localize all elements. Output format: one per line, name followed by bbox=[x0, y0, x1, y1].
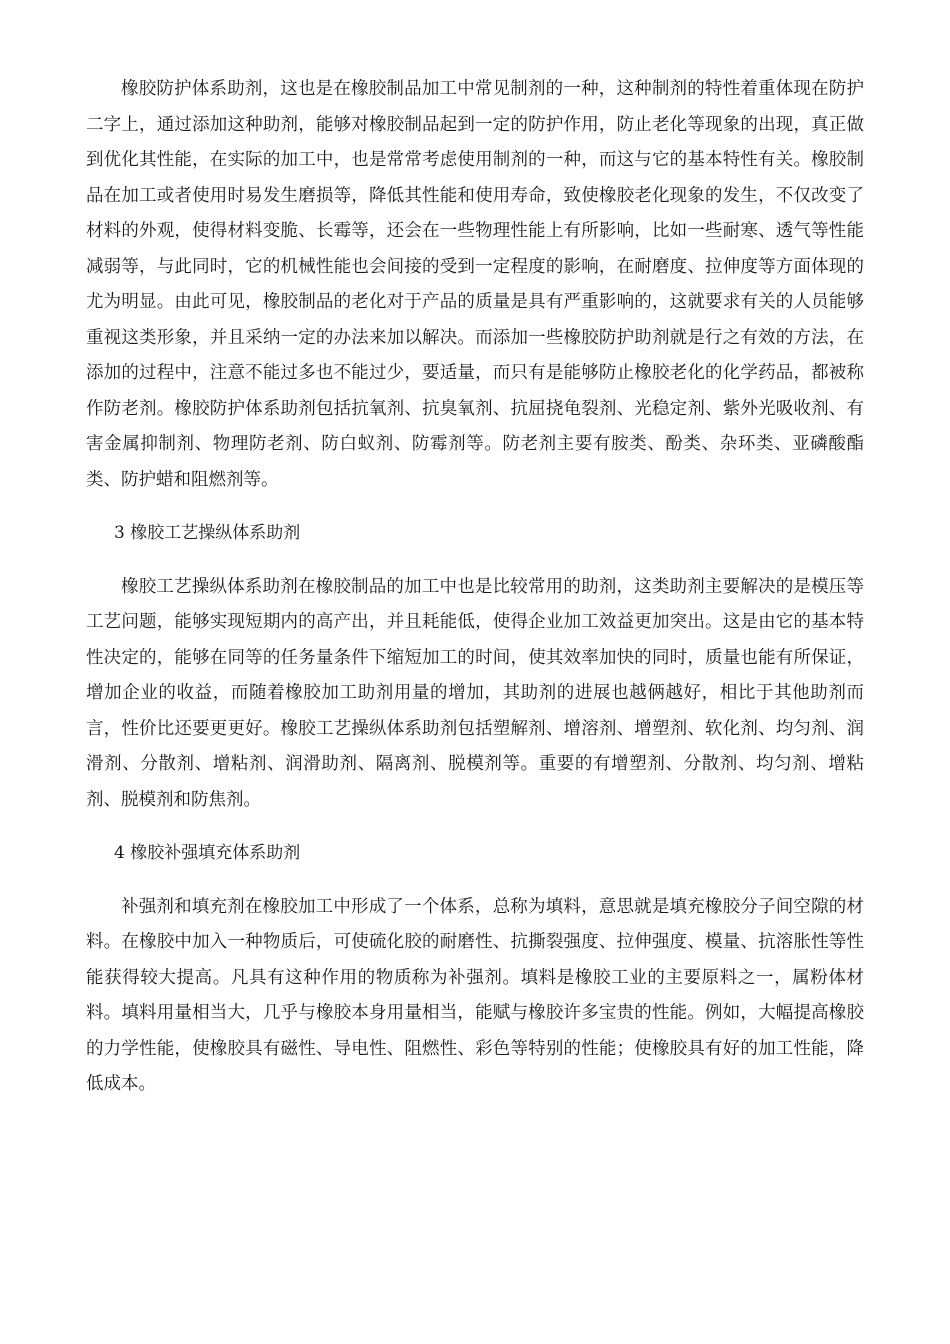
paragraph-reinforcing-fillers: 补强剂和填充剂在橡胶加工中形成了一个体系，总称为填料，意思就是填充橡胶分子间空隙的材料。在橡胶中加入一种物质后，可使硫化胶的耐磨性、抗撕裂强度、拉伸强度、模量、抗溶胀性等性能获得较大提高。凡具有这种作用的物质称为补强剂。填料是橡胶工业的主要原料之一，属粉体材料。填料用量相当大，几乎与橡胶本身用量相当，能赋与橡胶许多宝贵的性能。例如，大幅提高橡胶的力学性能，使橡胶具有磁性、导电性、阻燃性、彩色等特别的性能；使橡胶具有好的加工性能，降低成本。 bbox=[86, 896, 864, 1094]
paragraph-protective-agents: 橡胶防护体系助剂，这也是在橡胶制品加工中常见制剂的一种，这种制剂的特性着重体现在防护二字上，通过添加这种助剂，能够对橡胶制品起到一定的防护作用，防止老化等现象的出现，真正做到优化其性能，在实际的加工中，也是常常考虑使用制剂的一种，而这与它的基本特性有关。橡胶制品在加工或者使用时易发生磨损等，降低其性能和使用寿命，致使橡胶老化现象的发生，不仅改变了材料的外观，使得材料变脆、长霉等，还会在一些物理性能上有所影响，比如一些耐寒、透气等性能减弱等，与此同时，它的机械性能也会间接的受到一定程度的影响，在耐磨度、拉伸度等方面体现的尤为明显。由此可见，橡胶制品的老化对于产品的质量是具有严重影响的，这就要求有关的人员能够重视这类形象，并且采纳一定的办法来加以解决。而添加一些橡胶防护助剂就是行之有效的方法，在添加的过程中，注意不能过多也不能过少，要适量，而只有是能够防止橡胶老化的化学药品，都被称作防老剂。橡胶防护体系助剂包括抗氧剂、抗臭氧剂、抗屈挠龟裂剂、光稳定剂、紫外光吸收剂、有害金属抑制剂、物理防老剂、防白蚁剂、防霉剂等。防老剂主要有胺类、酚类、杂环类、亚磷酸酯类、防护蜡和阻燃剂等。 bbox=[86, 79, 864, 490]
section-heading-4: 4 橡胶补强填充体系助剂 bbox=[114, 843, 301, 863]
paragraph-process-agents: 橡胶工艺操纵体系助剂在橡胶制品的加工中也是比较常用的助剂，这类助剂主要解决的是模压等工艺问题，能够实现短期内的高产出，并且耗能低，使得企业加工效益更加突出。这是由它的基本特性决定的，能够在同等的任务量条件下缩短加工的时间，使其效率加快的同时，质量也能有所保证，增加企业的收益，而随着橡胶加工助剂用量的增加，其助剂的进展也越俩越好，相比于其他助剂而言，性价比还要更更好。橡胶工艺操纵体系助剂包括塑解剂、增溶剂、增塑剂、软化剂、均匀剂、润滑剂、分散剂、增粘剂、润滑助剂、隔离剂、脱模剂等。重要的有增塑剂、分散剂、均匀剂、增粘剂、脱模剂和防焦剂。 bbox=[86, 576, 864, 810]
document-body bbox=[86, 72, 864, 1103]
section-heading-3: 3 橡胶工艺操纵体系助剂 bbox=[114, 523, 301, 543]
